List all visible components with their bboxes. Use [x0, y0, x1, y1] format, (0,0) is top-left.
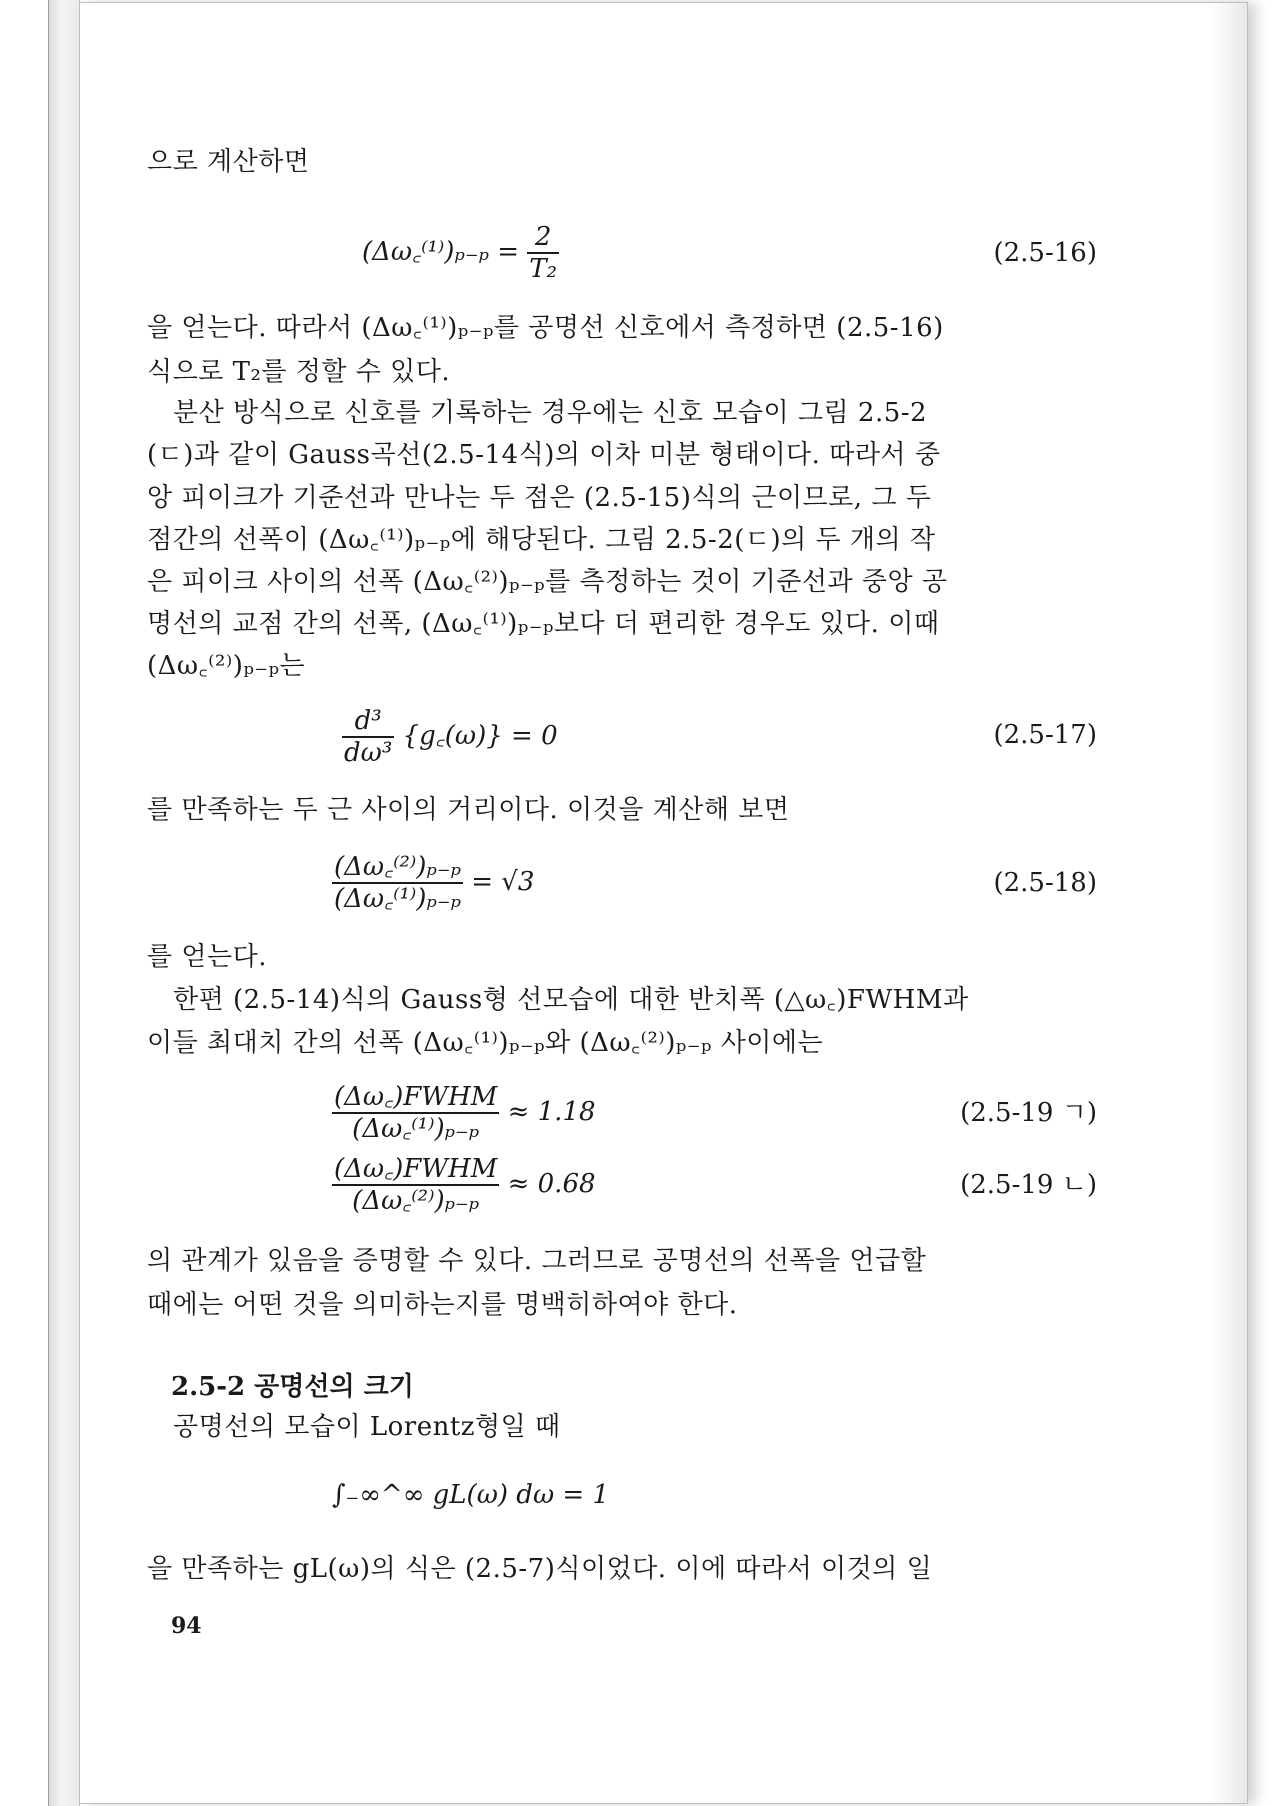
equation-number: (2.5-18) [993, 868, 1097, 898]
text-line: 이들 최대치 간의 선폭 (Δω꜀⁽¹⁾)ₚ₋ₚ와 (Δω꜀⁽²⁾)ₚ₋ₚ 사이에는 [147, 1028, 824, 1058]
text-line: (ㄷ)과 같이 Gauss곡선(2.5-14식)의 이차 미분 형태이다. 따라서 중 [147, 440, 941, 470]
eq19a-denominator: (Δω꜀⁽¹⁾)ₚ₋ₚ [332, 1112, 499, 1144]
text-line: 을 만족하는 gL(ω)의 식은 (2.5-7)식이었다. 이에 따라서 이것의 일 [147, 1554, 933, 1584]
equation-2-5-16 [362, 222, 559, 284]
text-line: (Δω꜀⁽²⁾)ₚ₋ₚ는 [147, 651, 306, 681]
text-line: 때에는 어떤 것을 의미하는지를 명백히하여야 한다. [147, 1290, 738, 1320]
text-line: 를 얻는다. [147, 942, 267, 972]
eq19b-numerator: (Δω꜀)FWHM [334, 1154, 498, 1184]
equation-number: (2.5-19 ㄴ) [960, 1170, 1097, 1200]
eq17-fraction [342, 706, 394, 768]
eq19a-fraction [332, 1082, 499, 1144]
eq16-left: (Δω꜀⁽¹⁾)ₚ₋ₚ = [362, 237, 520, 267]
equation-2-5-18 [332, 852, 534, 914]
equation-normalization: ∫₋∞^∞ gL(ω) dω = 1 [332, 1480, 609, 1510]
text-line: 식으로 T₂를 정할 수 있다. [147, 357, 451, 387]
page-fold-shadow [1211, 3, 1247, 1803]
eq16-denominator: T₂ [529, 254, 558, 284]
eq18-right: = √3 [471, 867, 535, 897]
text-line: 의 관계가 있음을 증명할 수 있다. 그러므로 공명선의 선폭을 언급할 [147, 1246, 927, 1276]
eq16-numerator: 2 [534, 222, 552, 252]
text-line: 를 만족하는 두 근 사이의 거리이다. 이것을 계산해 보면 [147, 795, 790, 825]
eq19a-numerator: (Δω꜀)FWHM [334, 1082, 498, 1112]
eq19b-denominator: (Δω꜀⁽²⁾)ₚ₋ₚ [332, 1184, 499, 1216]
text-line: 은 피이크 사이의 선폭 (Δω꜀⁽²⁾)ₚ₋ₚ를 측정하는 것이 기준선과 중앙 공 [147, 567, 948, 597]
text-line: 앙 피이크가 기준선과 만나는 두 점은 (2.5-15)식의 근이므로, 그 두 [147, 483, 932, 513]
text-line: 분산 방식으로 신호를 기록하는 경우에는 신호 모습이 그림 2.5-2 [173, 398, 928, 428]
text-line: 을 얻는다. 따라서 (Δω꜀⁽¹⁾)ₚ₋ₚ를 공명선 신호에서 측정하면 (2.5-16) [147, 313, 944, 343]
eq17-right: {g꜀(ω)} = 0 [402, 721, 558, 751]
text-line: 한편 (2.5-14)식의 Gauss형 선모습에 대한 반치폭 (△ω꜀)FWHM과 [173, 985, 969, 1015]
equation-number: (2.5-16) [993, 238, 1097, 268]
section-heading: 2.5-2 공명선의 크기 [171, 1372, 414, 1402]
eq18-fraction [332, 852, 463, 914]
text-line: 점간의 선폭이 (Δω꜀⁽¹⁾)ₚ₋ₚ에 해당된다. 그림 2.5-2(ㄷ)의 두 개의 작 [147, 525, 936, 555]
eq18-numerator: (Δω꜀⁽²⁾)ₚ₋ₚ [334, 852, 461, 882]
eq18-denominator: (Δω꜀⁽¹⁾)ₚ₋ₚ [334, 884, 461, 914]
equation-2-5-19a [332, 1082, 596, 1144]
eq19b-right: ≈ 0.68 [507, 1169, 596, 1199]
page-number: 94 [171, 1613, 202, 1639]
eq17-numerator: d³ [354, 706, 382, 736]
text-line: 으로 계산하면 [147, 147, 310, 177]
eq19b-fraction [332, 1154, 499, 1216]
equation-number: (2.5-19 ㄱ) [960, 1098, 1097, 1128]
book-page [79, 2, 1248, 1804]
eq16-fraction [527, 222, 559, 284]
text-line: 공명선의 모습이 Lorentz형일 때 [173, 1412, 561, 1442]
equation-2-5-19b [332, 1154, 596, 1216]
text-line: 명선의 교점 간의 선폭, (Δω꜀⁽¹⁾)ₚ₋ₚ보다 더 편리한 경우도 있다. 이때 [147, 609, 940, 639]
eq19a-right: ≈ 1.18 [507, 1097, 596, 1127]
book-spine [48, 0, 80, 1806]
equation-number: (2.5-17) [993, 720, 1097, 750]
eq17-denominator: dω³ [344, 738, 393, 768]
equation-2-5-17 [342, 706, 558, 768]
